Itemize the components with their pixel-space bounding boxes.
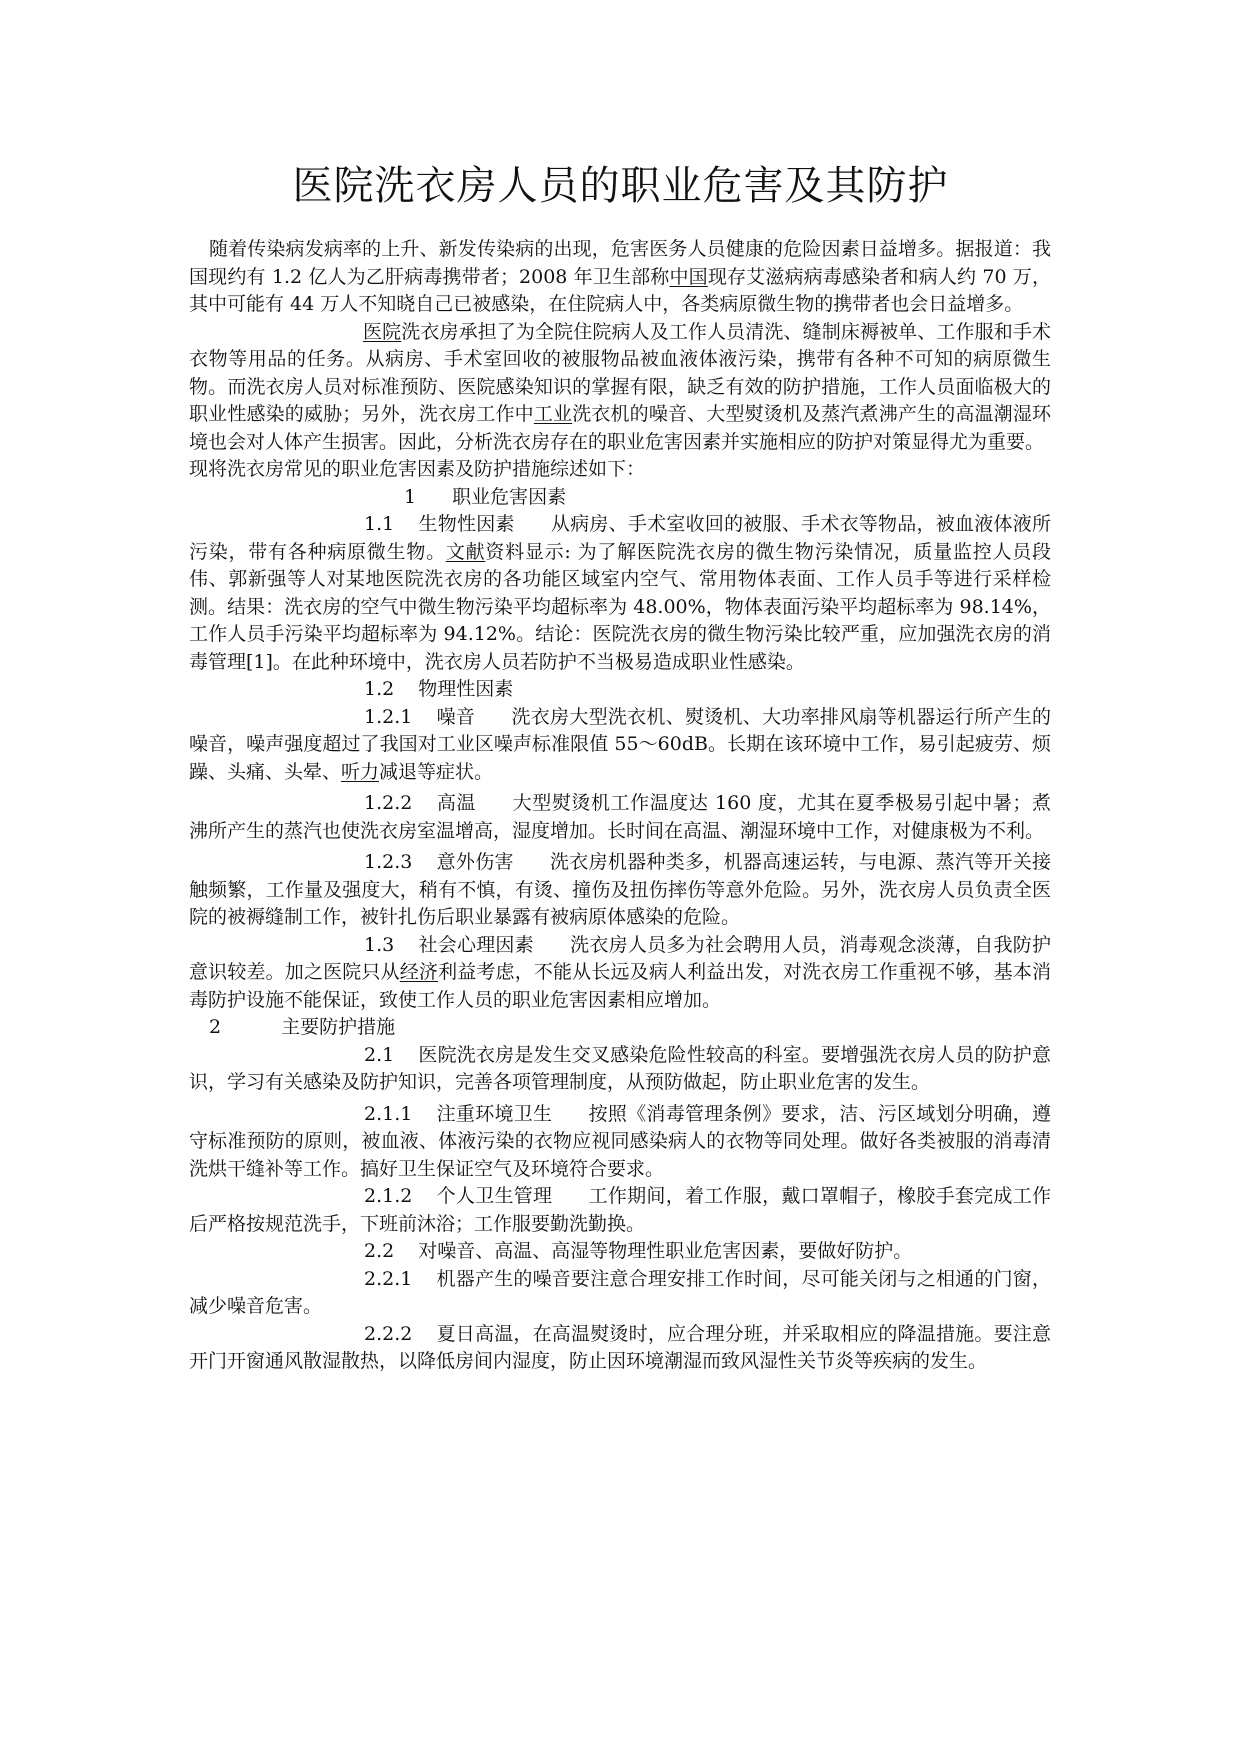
section-2-2-number: 2.2 <box>364 1240 395 1262</box>
section-1-2-2-number: 1.2.2 <box>364 792 413 814</box>
section-2-2-2-text: 夏日高温，在高温熨烫时，应合理分班，并采取相应的降温措施。要注意开门开窗通风散湿散热，以降低房间内湿度，防止因环境潮湿而致风湿性关节炎等疾病的发生。 <box>189 1322 1051 1372</box>
section-1-3-tail: 利益考虑，不能从长远及病人利益出发，对洗衣房工作重视不够，基本消毒防护设施不能保证，致使工作人员的职业危害因素相应增加。 <box>189 961 1051 1011</box>
section-1-2 <box>189 676 1051 704</box>
section-1-2-number: 1.2 <box>364 678 395 700</box>
section-2-2-text: 对噪音、高温、高湿等物理性职业危害因素，要做好防护。 <box>418 1240 913 1262</box>
section-2-2-2 <box>189 1321 1051 1376</box>
section-1-2-2-text: 大型熨烫机工作温度达 160 度，尤其在夏季极易引起中暑；煮沸所产生的蒸汽也使洗衣房室温增高，湿度增加。长时间在高温、潮湿环境中工作，对健康极为不利。 <box>189 792 1051 842</box>
section-1-3-number: 1.3 <box>364 933 395 956</box>
section-1-3-title: 社会心理因素 <box>418 933 534 956</box>
heading-1-number: 1 <box>404 485 417 508</box>
laundry-tail: 洗衣机的噪音、大型熨烫机及蒸汽煮沸产生的高温潮湿环境也会对人体产生损害。因此，分析洗衣房存在的职业危害因素并实施相应的防护对策显得尤为重要。 <box>189 403 1051 453</box>
section-1-1-tail: 资料显示: 为了解医院洗衣房的微生物污染情况，质量监控人员段伟、郭新强等人对某地医院洗衣房的各功能区域室内空气、常用物体表面、工作人员手等进行采样检测。结果：洗衣房的空气中微生物污染平均超标率为 48.00%，物体表面污染平均超标率为 98.14%，工作人员手污染平均超标率为 94.12%。结论：医院洗衣房的微生物污染比较严重，应加强洗衣房的消毒管理[1]。在此种环境中，洗衣房人员若防护不当极易造成职业性感染。 <box>189 540 1051 673</box>
section-1-2-1-number: 1.2.1 <box>364 705 413 728</box>
heading-2 <box>189 1014 1051 1042</box>
heading-2-text: 主要防护措施 <box>281 1016 396 1038</box>
section-2-1-number: 2.1 <box>364 1043 395 1066</box>
section-1-2-1-title: 噪音 <box>436 705 476 728</box>
section-2-1 <box>189 1042 1051 1097</box>
section-2-1-1-title: 注重环境卫生 <box>436 1102 553 1125</box>
section-1-2-3 <box>189 849 1051 932</box>
section-1-2-1 <box>189 704 1051 787</box>
section-2-2-1-text: 机器产生的噪音要注意合理安排工作时间，尽可能关闭与之相通的门窗，减少噪音危害。 <box>189 1267 1051 1317</box>
section-2-1-2-title: 个人卫生管理 <box>436 1185 553 1207</box>
document-title: 医院洗衣房人员的职业危害及其防护 <box>292 163 949 209</box>
link-hospital[interactable]: 医院 <box>363 320 402 343</box>
section-2-2-2-number: 2.2.2 <box>364 1322 413 1345</box>
section-2-1-2 <box>189 1183 1051 1238</box>
section-1-1-text: 从病房、手术室收回的被服、手术衣等物品，被血液体液所污染，带有各种病原微生物。 <box>189 513 1051 563</box>
section-2-1-text: 医院洗衣房是发生交叉感染危险性较高的科室。要增强洗衣房人员的防护意识，学习有关感染及防护知识，完善各项管理制度，从预防做起，防止职业危害的发生。 <box>189 1043 1051 1093</box>
link-china[interactable]: 中国 <box>669 265 708 288</box>
section-1-2-1-text: 洗衣房大型洗衣机、熨烫机、大功率排风扇等机器运行所产生的噪音，噪声强度超过了我国对工业区噪声标准限值 55～60dB。长期在该环境中工作，易引起疲劳、烦躁、头痛、头晕、 <box>189 705 1051 783</box>
paragraph-summary: 现将洗衣房常见的职业危害因素及防护措施综述如下： <box>189 458 646 480</box>
section-1-2-3-text: 洗衣房机器种类多，机器高速运转，与电源、蒸汽等开关接触频繁，工作量及强度大，稍有不慎，有烫、撞伤及扭伤摔伤等意外危险。另外，洗衣房人员负责全医院的被褥缝制工作，被针扎伤后职业暴露有被病原体感染的危险。 <box>189 851 1051 928</box>
section-1-2-title: 物理性因素 <box>418 678 514 700</box>
section-2-2-1 <box>189 1266 1051 1321</box>
intro-tail: 现存艾滋病病毒感染者和病人约 70 万，其中可能有 44 万人不知晓自己已被感染，在住院病人中，各类病原微生物的携带者也会日益增多。 <box>189 265 1051 315</box>
heading-1-text: 职业危害因素 <box>452 485 567 508</box>
link-industry[interactable]: 工业 <box>533 403 573 425</box>
link-economy[interactable]: 经济 <box>399 961 439 983</box>
section-2-1-1 <box>189 1101 1051 1184</box>
section-1-2-2-title: 高温 <box>436 792 477 814</box>
section-2-1-1-number: 2.1.1 <box>364 1102 413 1125</box>
heading-2-number: 2 <box>209 1016 222 1038</box>
section-1-1 <box>189 511 1051 676</box>
section-1-3 <box>189 932 1051 1015</box>
paragraph-intro <box>189 236 1051 319</box>
section-2-2-1-number: 2.2.1 <box>364 1267 413 1290</box>
section-1-1-number: 1.1 <box>364 513 395 535</box>
document-body <box>189 236 1051 1376</box>
heading-1 <box>189 484 1051 512</box>
laundry-text: 洗衣房承担了为全院住院病人及工作人员清洗、缝制床褥被单、工作服和手术衣物等用品的任务。从病房、手术室回收的被服物品被血液体液污染，携带有各种不可知的病原微生物。而洗衣房人员对标准预防、医院感染知识的掌握有限，缺乏有效的防护措施，工作人员面临极大的职业性感染的威胁；另外，洗衣房工作中 <box>189 320 1051 425</box>
link-literature[interactable]: 文献 <box>445 540 486 563</box>
section-2-2 <box>189 1238 1051 1266</box>
link-hearing[interactable]: 听力 <box>341 760 380 783</box>
section-2-1-1-text: 按照《消毒管理条例》要求，洁、污区域划分明确，遵守标准预防的原则，被血液、体液污染的衣物应视同感染病人的衣物等同处理。做好各类被服的消毒清洗烘干缝补等工作。搞好卫生保证空气及环境符合要求。 <box>189 1102 1051 1180</box>
paragraph-laundry <box>189 319 1051 457</box>
intro-text: 随着传染病发病率的上升、新发传染病的出现，危害医务人员健康的危险因素日益增多。据报道：我国现约有 1.2 亿人为乙肝病毒携带者；2008 年卫生部称 <box>189 238 1051 288</box>
section-1-2-3-number: 1.2.3 <box>364 851 413 873</box>
section-2-1-2-number: 2.1.2 <box>364 1185 413 1207</box>
section-1-2-3-title: 意外伤害 <box>436 851 514 873</box>
section-1-3-text: 洗衣房人员多为社会聘用人员，消毒观念淡薄，自我防护意识较差。加之医院只从 <box>189 933 1051 983</box>
section-1-2-2 <box>189 790 1051 845</box>
section-2-1-2-text: 工作期间，着工作服，戴口罩帽子，橡胶手套完成工作后严格按规范洗手，下班前沐浴；工作服要勤洗勤换。 <box>189 1185 1051 1235</box>
section-1-2-1-tail: 减退等症状。 <box>379 760 494 783</box>
section-1-1-title: 生物性因素 <box>418 513 515 535</box>
